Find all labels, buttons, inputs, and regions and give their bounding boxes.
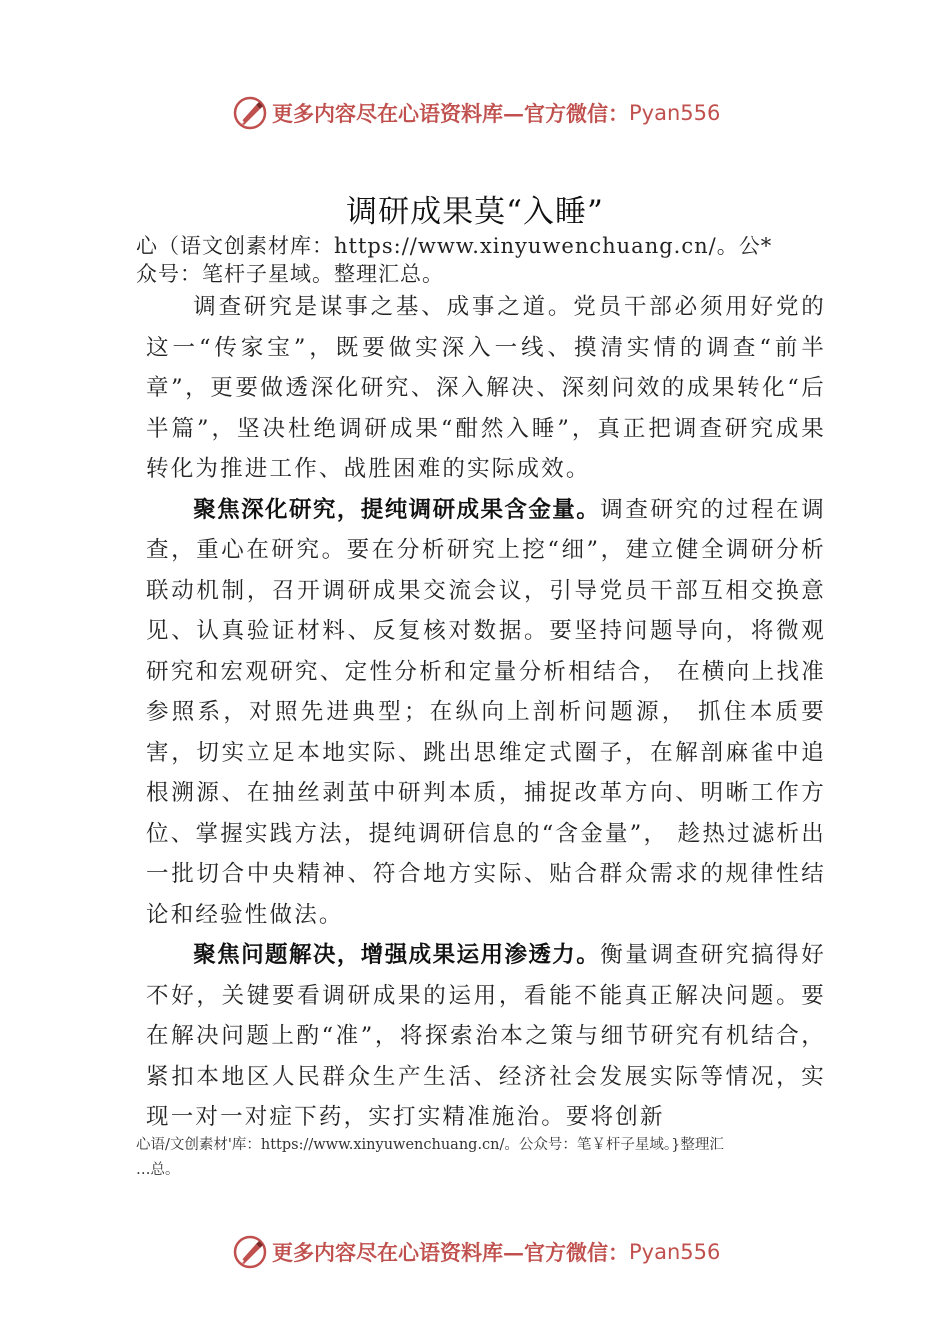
banner-text: 更多内容尽在心语资料库—官方微信： — [272, 101, 629, 126]
footer-line-2: …总。 — [136, 1162, 180, 1178]
pen-logo-icon — [232, 95, 268, 131]
top-banner — [232, 93, 720, 133]
paragraph-research-body: 调查研究的过程在调查，重心在研究。要在分析研究上挖“细”，建立健全调研分析联动机制，召开调研成果交流会议，引导党员干部互相交换意见、认真验证材料、反复核对数据。要坚持问题导向，将微观研究和宏观研究、定性分析和定量分析相结合， 在横向上找准参照系，对照先进典型；在纵向上剖析问题源， 抓住本质要害，切实立足本地实际、跳出思维定式圈子，在解剖麻雀中追根溯源、在抽丝剥茧中研判本质，捕捉改革方向、明晰工作方位、掌握实践方法，提纯调研信息的“含金量”， 趁热过滤析出一批切合中央精神、符合地方实际、贴合群众需求的规律性结论和经验性做法。 — [146, 496, 826, 928]
paragraph-solve — [146, 935, 826, 1138]
page-title: 调研成果莫“入睡” — [346, 194, 604, 230]
article-body — [146, 287, 826, 1138]
paragraph-solve-heading: 聚焦问题解决，增强成果运用渗透力。 — [193, 942, 601, 968]
source-line-2: 众号：笔杆子星域。整理汇总。 — [136, 262, 444, 286]
banner-wechat-id: Pyan556 — [629, 1240, 721, 1264]
paragraph-solve-body: 衡量调查研究搞得好不好，关键要看调研成果的运用，看能不能真正解决问题。要在解决问题上酌“准”，将探索治本之策与细节研究有机结合，紧扣本地区人民群众生产生活、经济社会发展实际等情况，实现一对一对症下药，实打实精准施治。要将创新 — [146, 942, 826, 1130]
banner-wechat-id: Pyan556 — [629, 101, 721, 125]
paragraph-intro: 调查研究是谋事之基、成事之道。党员干部必须用好党的这一“传家宝”，既要做实深入一线、摸清实情的调查“前半章”，更要做透深化研究、深入解决、深刻问效的成果转化“后 半篇”，坚决杜绝调研成果“酣然入睡”，真正把调查研究成果转化为推进工作、战胜困难的实际成效。 — [146, 294, 826, 482]
paragraph-research — [146, 490, 826, 936]
pen-logo-icon — [232, 1234, 268, 1270]
footer-line-1: 心语/文创素材'库：https://www.xinyuwenchuang.cn/。公众号：笔￥杆子星域。}整理汇 — [136, 1137, 724, 1153]
bottom-banner — [232, 1232, 720, 1272]
source-line-1: 心（语文创素材库：https://www.xinyuwenchuang.cn/。公* — [136, 234, 773, 258]
paragraph-research-heading: 聚焦深化研究，提纯调研成果含金量。 — [193, 496, 601, 523]
banner-text: 更多内容尽在心语资料库—官方微信： — [272, 1240, 629, 1265]
